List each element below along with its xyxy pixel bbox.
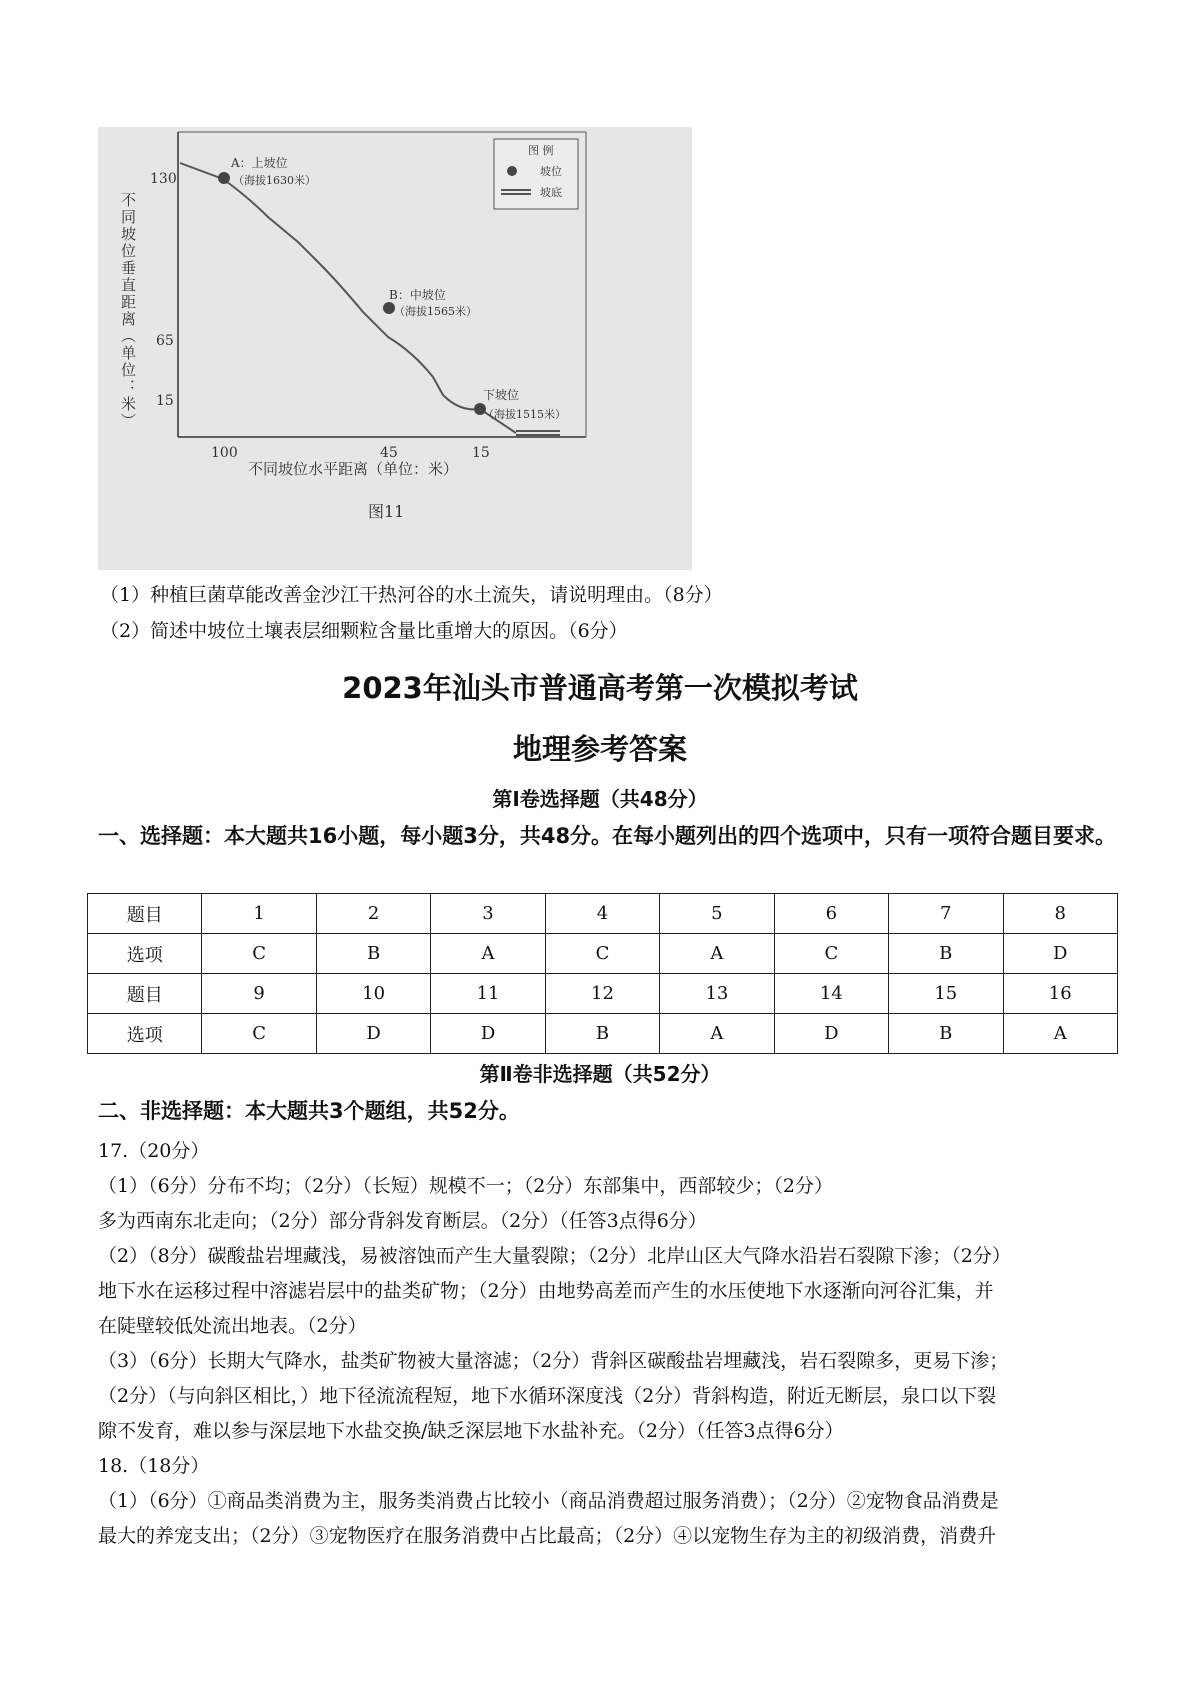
answer-line: 地下水在运移过程中溶滤岩层中的盐类矿物；（2分）由地势高差而产生的水压使地下水逐渐向河谷汇集，并: [98, 1280, 994, 1302]
answer-line: 18.（18分）: [98, 1455, 210, 1477]
table-cell: 1: [202, 894, 316, 934]
exam-subtitle: 地理参考答案: [512, 732, 687, 766]
answer-line: （3）（6分）长期大气降水，盐类矿物被大量溶滤；（2分）背斜区碳酸盐岩埋藏浅，岩石裂隙多，更易下渗；: [98, 1350, 1009, 1372]
exam-title: 2023年汕头市普通高考第一次模拟考试: [342, 671, 858, 705]
slope-curve: [180, 163, 516, 433]
table-row: [88, 974, 1118, 1014]
table-cell: B: [889, 934, 1003, 974]
table-cell: B: [889, 1014, 1003, 1054]
answer-line: 多为西南东北走向；（2分）部分背斜发育断层。（2分）（任答3点得6分）: [98, 1210, 707, 1232]
legend-point-symbol: [507, 166, 517, 176]
table-cell: A: [660, 1014, 774, 1054]
question-1: （1）种植巨菌草能改善金沙江干热河谷的水土流失，请说明理由。（8分）: [100, 584, 723, 606]
answer-line: 在陡壁较低处流出地表。（2分）: [98, 1315, 367, 1337]
table-cell: 4: [545, 894, 659, 934]
point-a-elev: （海拔1630米）: [233, 174, 316, 187]
table-cell: 9: [202, 974, 316, 1014]
table-cell: 3: [431, 894, 545, 934]
table-cell: 15: [889, 974, 1003, 1014]
answer-line: 最大的养宠支出；（2分）③宠物医疗在服务消费中占比最高；（2分）④以宠物生存为主的初级消费，消费升: [98, 1525, 997, 1547]
point-a: [218, 172, 230, 184]
table-cell: 5: [660, 894, 774, 934]
answer-line: （1）（6分）①商品类消费为主，服务类消费占比较小（商品消费超过服务消费）；（2分）②宠物食品消费是: [98, 1490, 999, 1512]
answer-line: （1）（6分）分布不均；（2分）（长短）规模不一；（2分）东部集中，西部较少；（2分）: [98, 1175, 833, 1197]
table-cell: 6: [774, 894, 888, 934]
answer-line: （2分）（与向斜区相比，）地下径流流程短，地下水循环深度浅（2分）背斜构造，附近无断层，泉口以下裂: [98, 1385, 997, 1407]
y-axis-label: 不同坡位垂直距离（单位：米）: [119, 192, 137, 430]
table-cell: C: [774, 934, 888, 974]
table-cell: 题目: [88, 894, 202, 934]
table-cell: 13: [660, 974, 774, 1014]
table-cell: 2: [316, 894, 430, 934]
point-b-elev: （海拔1565米）: [394, 305, 477, 318]
x-tick-100: 100: [211, 445, 238, 461]
table-cell: 16: [1003, 974, 1118, 1014]
slope-profile-chart: [98, 127, 692, 570]
legend-point-label: 坡位: [540, 165, 562, 178]
table-row: [88, 894, 1118, 934]
point-b-name: B：中坡位: [389, 288, 446, 302]
y-tick-65: 65: [156, 333, 174, 349]
table-cell: 11: [431, 974, 545, 1014]
part2-instruction: 二、非选择题：本大题共3个题组，共52分。: [98, 1099, 520, 1123]
table-cell: D: [1003, 934, 1118, 974]
y-tick-130: 130: [150, 171, 177, 187]
table-cell: 题目: [88, 974, 202, 1014]
table-cell: 7: [889, 894, 1003, 934]
point-c-elev: （海拔1515米）: [483, 408, 566, 421]
table-cell: 12: [545, 974, 659, 1014]
table-cell: C: [202, 1014, 316, 1054]
table-cell: C: [202, 934, 316, 974]
table-cell: B: [545, 1014, 659, 1054]
table-cell: A: [660, 934, 774, 974]
table-cell: A: [431, 934, 545, 974]
point-c-name: 下坡位: [483, 388, 520, 402]
answer-line: 隙不发育，难以参与深层地下水盐交换/缺乏深层地下水盐补充。（2分）（任答3点得6分）: [98, 1420, 844, 1442]
table-cell: C: [545, 934, 659, 974]
answer-line: 17.（20分）: [98, 1140, 210, 1162]
y-tick-15: 15: [156, 393, 174, 409]
legend-title: 图 例: [528, 144, 554, 157]
table-cell: 14: [774, 974, 888, 1014]
table-cell: B: [316, 934, 430, 974]
table-row: [88, 1014, 1118, 1054]
answer-table: [87, 893, 1118, 1054]
figure-11: [98, 127, 692, 570]
table-cell: 选项: [88, 934, 202, 974]
part1-title: 第Ⅰ卷选择题（共48分）: [492, 787, 708, 811]
point-a-name: A：上坡位: [231, 156, 288, 170]
table-cell: A: [1003, 1014, 1118, 1054]
answer-line: （2）（8分）碳酸盐岩埋藏浅，易被溶蚀而产生大量裂隙；（2分）北岸山区大气降水沿岩石裂隙下渗；（2分）: [98, 1245, 1011, 1267]
answer-body: [98, 1134, 1123, 1554]
question-2: （2）简述中坡位土壤表层细颗粒含量比重增大的原因。（6分）: [100, 620, 628, 642]
table-cell: 8: [1003, 894, 1118, 934]
part2-title: 第Ⅱ卷非选择题（共52分）: [479, 1062, 721, 1086]
table-cell: D: [316, 1014, 430, 1054]
table-row: [88, 934, 1118, 974]
figure-caption: 图11: [368, 502, 405, 521]
table-cell: D: [774, 1014, 888, 1054]
table-cell: D: [431, 1014, 545, 1054]
x-axis-label: 不同坡位水平距离（单位：米）: [248, 460, 459, 478]
table-cell: 10: [316, 974, 430, 1014]
table-cell: 选项: [88, 1014, 202, 1054]
x-tick-15: 15: [472, 445, 490, 461]
part1-instruction: 一、选择题：本大题共16小题，每小题3分，共48分。在每小题列出的四个选项中，只有一项符合题目要求。: [98, 824, 1117, 848]
x-tick-45: 45: [380, 445, 398, 461]
legend-foot-label: 坡底: [540, 186, 562, 199]
